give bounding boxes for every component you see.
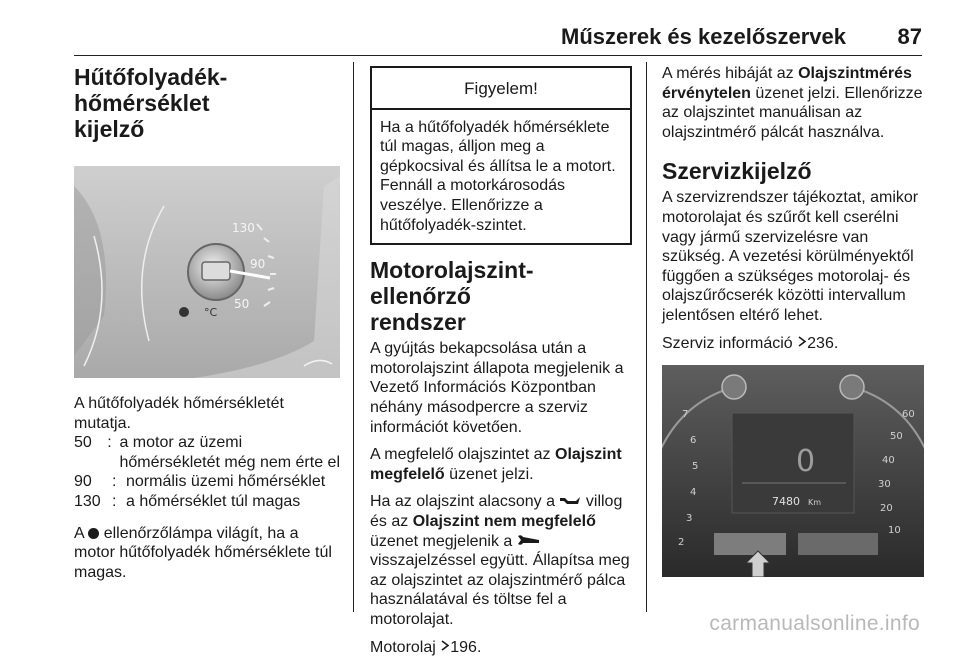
- column-service: [662, 64, 924, 577]
- oil-paragraph-1: A gyújtás bekapcsolása után a motorolajszint állapota megjelenik a Vezető Információs Központban néhány másodpercre a szerviz információt követően.: [370, 340, 624, 436]
- column-divider: [646, 62, 647, 612]
- column-divider: [353, 62, 354, 612]
- warning-lamp-note: A ellenőrzőlámpa világít, ha a motor hűtőfolyadék hőmérséklete túl magas.: [74, 524, 332, 581]
- svg-text:90: 90: [250, 257, 266, 271]
- svg-text:50: 50: [234, 297, 250, 311]
- definition-row: 130 : a hőmérséklet túl magas: [74, 492, 301, 510]
- svg-text:40: 40: [882, 455, 895, 467]
- svg-text:4: 4: [690, 487, 697, 499]
- svg-text:2: 2: [678, 537, 685, 549]
- coolant-heading: Hűtőfolyadék-hőmérséklet kijelző: [74, 64, 228, 142]
- svg-text:30: 30: [878, 479, 891, 491]
- oil-level-heading: Motorolajszint-ellenőrző rendszer: [370, 257, 534, 336]
- oil-reference: Motorolaj 196.: [370, 638, 482, 656]
- definition-row: 90 : normális üzemi hőmérséklet: [74, 473, 326, 491]
- oil-can-icon: [559, 492, 581, 512]
- service-heading: Szervizkijelző: [662, 158, 812, 185]
- oil-paragraph-3: Ha az olajszint alacsony a villog és az Olajszint nem megfelelő üzenet megjelenik a visszajelzéssel együtt. Állapítsa meg az olajszintet az olajszintmérő pálca használatával és töltse fel a motorolajat.: [370, 493, 630, 628]
- svg-text:0: 0: [796, 444, 816, 480]
- svg-text:20: 20: [880, 503, 893, 515]
- svg-text:°C: °C: [204, 306, 218, 319]
- wrench-icon: [517, 532, 541, 552]
- svg-text:50: 50: [890, 431, 903, 443]
- warning-title: Figyelem!: [372, 68, 630, 110]
- svg-text:3: 3: [686, 513, 693, 525]
- reference-arrow-icon: [440, 638, 450, 657]
- svg-text:5: 5: [692, 461, 699, 473]
- column-coolant: [74, 64, 340, 582]
- definition-row: 50 : a motor az üzemi hőmérsékletét még nem érte el: [74, 434, 340, 471]
- svg-text:7480: 7480: [772, 495, 800, 509]
- service-paragraph: A szervizrendszer tájékoztat, amikor motorolajat és szűrőt kell cserélni vagy jármű szervizelésre van szükség. A vezetési körülményektől függően a szükséges motorolaj- és olajszűrőcserék közötti intervallum jelentősen eltérő lehet.: [662, 189, 919, 324]
- oil-measurement-error: A mérés hibáját az Olajszintmérés érvénytelen üzenet jelzi. Ellenőrizze az olajszintet manuálisan az olajszintmérő pálcát használva.: [662, 65, 923, 141]
- column-oil-level: [370, 64, 634, 657]
- coolant-intro: A hűtőfolyadék hőmérsékletét mutatja.: [74, 395, 284, 432]
- watermark: carmanualsonline.info: [709, 612, 920, 635]
- service-reference: Szerviz információ 236.: [662, 334, 839, 352]
- warning-body: Ha a hűtőfolyadék hőmérséklete túl magas, álljon meg a gépkocsival és állítsa le a motort. Fennáll a motorkárosodás veszélye. Ellenőrizze a hűtőfolyadék-szintet.: [380, 118, 616, 234]
- warning-box: [370, 66, 632, 245]
- svg-text:10: 10: [888, 525, 901, 537]
- coolant-gauge-figure: [74, 166, 340, 378]
- svg-text:60: 60: [902, 409, 915, 421]
- page-header: [0, 0, 960, 56]
- page-number: 87: [897, 24, 922, 49]
- svg-text:7: 7: [682, 409, 689, 421]
- header-rule: [74, 55, 922, 56]
- coolant-definitions: [74, 433, 340, 511]
- reference-arrow-icon: [797, 334, 807, 354]
- dashboard-image: [662, 365, 924, 577]
- svg-text:130: 130: [232, 221, 255, 235]
- dashboard-figure: [662, 365, 924, 577]
- header-title: Műszerek és kezelőszervek: [561, 24, 846, 49]
- svg-text:6: 6: [690, 435, 697, 447]
- coolant-gauge-image: [74, 166, 340, 378]
- svg-text:Km: Km: [808, 498, 822, 508]
- warning-lamp-dot-icon: [88, 528, 99, 539]
- oil-paragraph-2: A megfelelő olajszintet az Olajszint megfelelő üzenet jelzi.: [370, 446, 622, 483]
